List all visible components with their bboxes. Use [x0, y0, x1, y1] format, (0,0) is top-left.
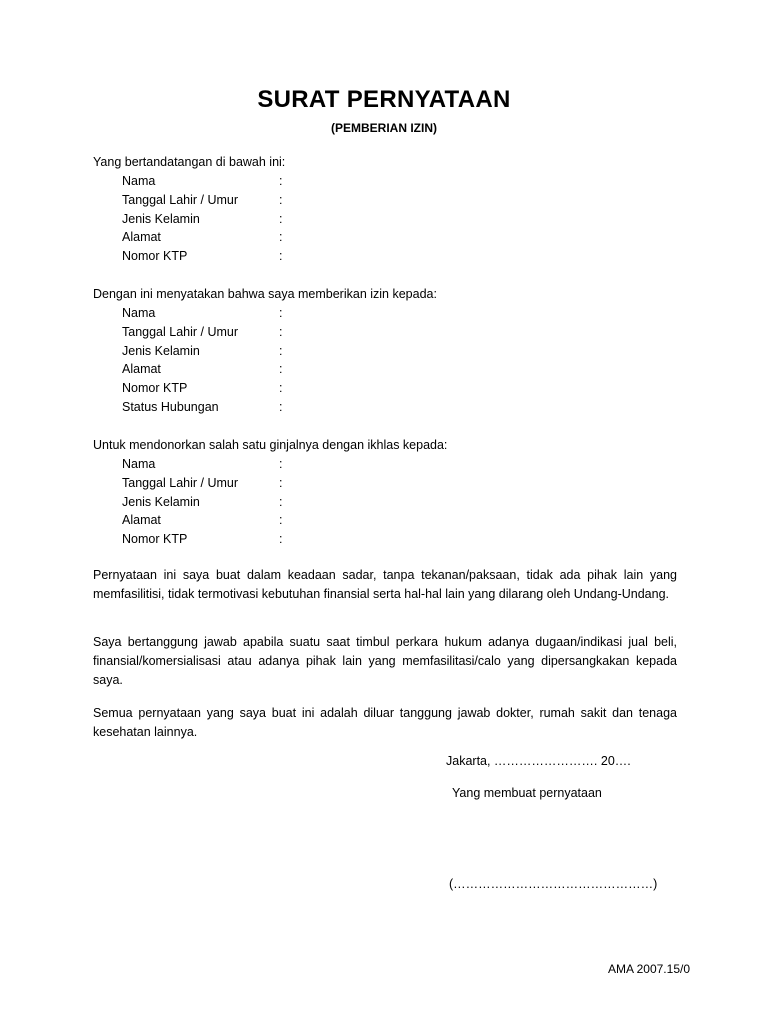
- field-label: Tanggal Lahir / Umur: [122, 475, 239, 490]
- field-label: Jenis Kelamin: [122, 343, 200, 358]
- field-colon: :: [279, 399, 283, 414]
- field-row: [122, 323, 683, 342]
- section-declarant: [93, 153, 683, 266]
- field-label: Nama: [122, 174, 156, 188]
- field-colon: :: [279, 381, 283, 396]
- document-title: SURAT PERNYATAAN: [257, 86, 511, 113]
- field-label: Jenis Kelamin: [122, 494, 200, 509]
- field-row: [122, 379, 683, 398]
- field-colon: :: [279, 532, 283, 547]
- field-row: [122, 172, 683, 191]
- field-colon: :: [279, 211, 283, 226]
- field-colon: :: [279, 306, 283, 320]
- field-label: Nomor KTP: [122, 381, 188, 396]
- field-label: Jenis Kelamin: [122, 211, 200, 226]
- section-intro: Dengan ini menyatakan bahwa saya memberikan izin kepada:: [93, 287, 437, 301]
- field-colon: :: [279, 343, 283, 358]
- field-row: [122, 530, 683, 549]
- statement-paragraph: Pernyataan ini saya buat dalam keadaan sadar, tanpa tekanan/paksaan, tidak ada pihak lain yang memfasilitisi, tidak termotivasi kebutuhan finansial serta hal-hal lain yang dilarang oleh Undang-Undang.: [93, 568, 677, 602]
- field-list: [122, 455, 683, 549]
- field-row: [122, 191, 683, 210]
- field-row: [122, 360, 683, 379]
- document-code: AMA 2007.15/0: [607, 962, 690, 976]
- field-label: Alamat: [122, 230, 161, 245]
- field-row: [122, 493, 683, 512]
- field-colon: :: [279, 324, 283, 339]
- field-label: Nama: [122, 457, 156, 471]
- field-label: Alamat: [122, 513, 161, 528]
- field-label: Status Hubungan: [122, 399, 219, 414]
- signature-place-date: Jakarta, ……………………. 20….: [446, 754, 631, 768]
- field-colon: :: [279, 362, 283, 377]
- field-row: [122, 228, 683, 247]
- field-list: [122, 172, 683, 266]
- field-label: Nomor KTP: [122, 532, 188, 547]
- field-label: Tanggal Lahir / Umur: [122, 324, 239, 339]
- field-colon: :: [279, 475, 283, 490]
- section-donor-recipient: [93, 436, 683, 549]
- field-colon: :: [279, 513, 283, 528]
- field-label: Nama: [122, 306, 156, 320]
- signature-name-line: (…………………………………………): [449, 877, 658, 891]
- field-colon: :: [279, 174, 283, 188]
- field-row: [122, 398, 683, 417]
- field-row: [122, 455, 683, 474]
- field-colon: :: [279, 192, 283, 207]
- field-label: Alamat: [122, 362, 161, 377]
- section-intro: Yang bertandatangan di bawah ini:: [93, 155, 286, 169]
- field-colon: :: [279, 249, 283, 264]
- section-permission-recipient: [93, 285, 683, 417]
- field-label: Tanggal Lahir / Umur: [122, 192, 239, 207]
- disclaimer-paragraph: Semua pernyataan yang saya buat ini adalah diluar tanggung jawab dokter, rumah sakit dan tenaga kesehatan lainnya.: [93, 706, 677, 740]
- field-colon: :: [279, 494, 283, 509]
- field-row: [122, 247, 683, 266]
- field-row: [122, 511, 683, 530]
- field-row: [122, 342, 683, 361]
- field-colon: :: [279, 230, 283, 245]
- field-row: [122, 210, 683, 229]
- section-intro: Untuk mendonorkan salah satu ginjalnya dengan ikhlas kepada:: [93, 438, 448, 452]
- field-colon: :: [279, 457, 283, 471]
- field-row: [122, 304, 683, 323]
- document-subtitle: (PEMBERIAN IZIN): [331, 121, 437, 135]
- responsibility-paragraph: Saya bertanggung jawab apabila suatu saat timbul perkara hukum adanya dugaan/indikasi jual beli, finansial/komersialisasi atau adanya pihak lain yang memfasilitasi/calo yang dipersangkakan kepada saya.: [93, 635, 677, 688]
- field-row: [122, 474, 683, 493]
- field-list: [122, 304, 683, 417]
- field-label: Nomor KTP: [122, 249, 188, 264]
- signature-maker-label: Yang membuat pernyataan: [452, 786, 602, 800]
